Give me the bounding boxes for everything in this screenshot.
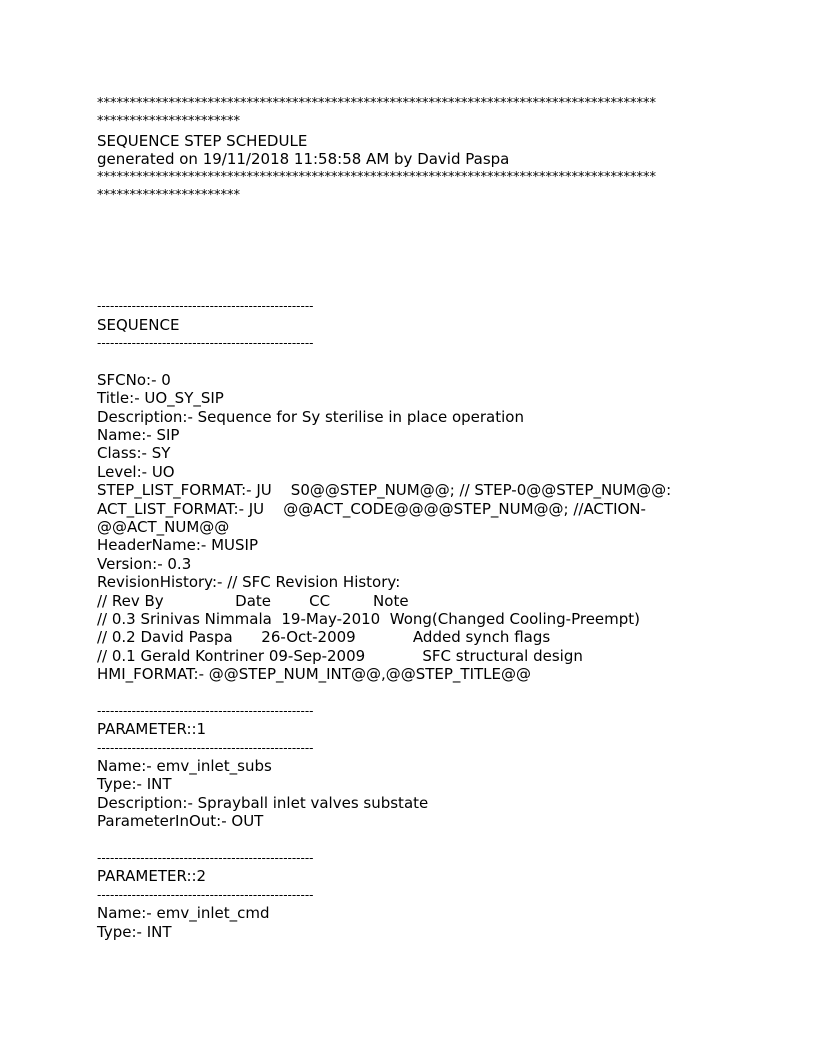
parameter-field: Name:- emv_inlet_subs [97, 757, 272, 776]
dash-divider: -------------------------------------------------- [97, 851, 314, 866]
revision-row: // 0.1 Gerald Kontriner 09-Sep-2009 SFC structural design [97, 646, 583, 665]
sequence-field: STEP_LIST_FORMAT:- JU S0@@STEP_NUM@@; // STEP-0@@STEP_NUM@@: [97, 481, 672, 500]
sequence-field: Version:- 0.3 [97, 554, 192, 573]
revision-row: // 0.2 David Paspa 26-Oct-2009 Added synch flags [97, 628, 551, 647]
revision-row: // 0.3 Srinivas Nimmala 19-May-2010 Wong(Changed Cooling-Preempt) [97, 609, 641, 628]
parameter-field: Type:- INT [97, 775, 172, 794]
sequence-field: SFCNo:- 0 [97, 370, 171, 389]
parameter-field: Description:- Sprayball inlet valves substate [97, 793, 429, 812]
sequence-field: Level:- UO [97, 462, 175, 481]
document-page [97, 95, 797, 941]
sequence-field: Class:- SY [97, 444, 171, 463]
sequence-field: HeaderName:- MUSIP [97, 536, 259, 555]
parameter-field: ParameterInOut:- OUT [97, 812, 264, 831]
revision-row: // Rev By Date CC Note [97, 591, 409, 610]
sequence-field: @@ACT_NUM@@ [97, 517, 230, 536]
sequence-field: HMI_FORMAT:- @@STEP_NUM_INT@@,@@STEP_TITLE@@ [97, 665, 532, 684]
section-heading-parameter-2: PARAMETER::2 [97, 867, 207, 886]
dash-divider: -------------------------------------------------- [97, 740, 314, 755]
sequence-field: ACT_LIST_FORMAT:- JU @@ACT_CODE@@@@STEP_NUM@@; //ACTION- [97, 499, 646, 518]
parameter-field: Type:- INT [97, 922, 172, 941]
sequence-field: Description:- Sequence for Sy sterilise in place operation [97, 407, 524, 426]
document-title: SEQUENCE STEP SCHEDULE [97, 131, 308, 150]
stars-divider: ************************************************************************************** [97, 96, 656, 111]
generated-info: generated on 19/11/2018 11:58:58 AM by David Paspa [97, 150, 510, 169]
stars-divider: ********************** [97, 187, 240, 203]
dash-divider: -------------------------------------------------- [97, 336, 314, 351]
stars-divider: ********************** [97, 114, 240, 130]
sequence-field: Title:- UO_SY_SIP [97, 389, 224, 408]
section-heading-parameter-1: PARAMETER::1 [97, 720, 207, 739]
sequence-field: RevisionHistory:- // SFC Revision History: [97, 573, 401, 592]
stars-divider: ************************************************************************************** [97, 169, 656, 185]
dash-divider: -------------------------------------------------- [97, 299, 314, 314]
parameter-field: Name:- emv_inlet_cmd [97, 904, 270, 923]
dash-divider: -------------------------------------------------- [97, 887, 314, 902]
dash-divider: -------------------------------------------------- [97, 703, 314, 718]
section-heading-sequence: SEQUENCE [97, 315, 180, 334]
sequence-field: Name:- SIP [97, 426, 180, 445]
